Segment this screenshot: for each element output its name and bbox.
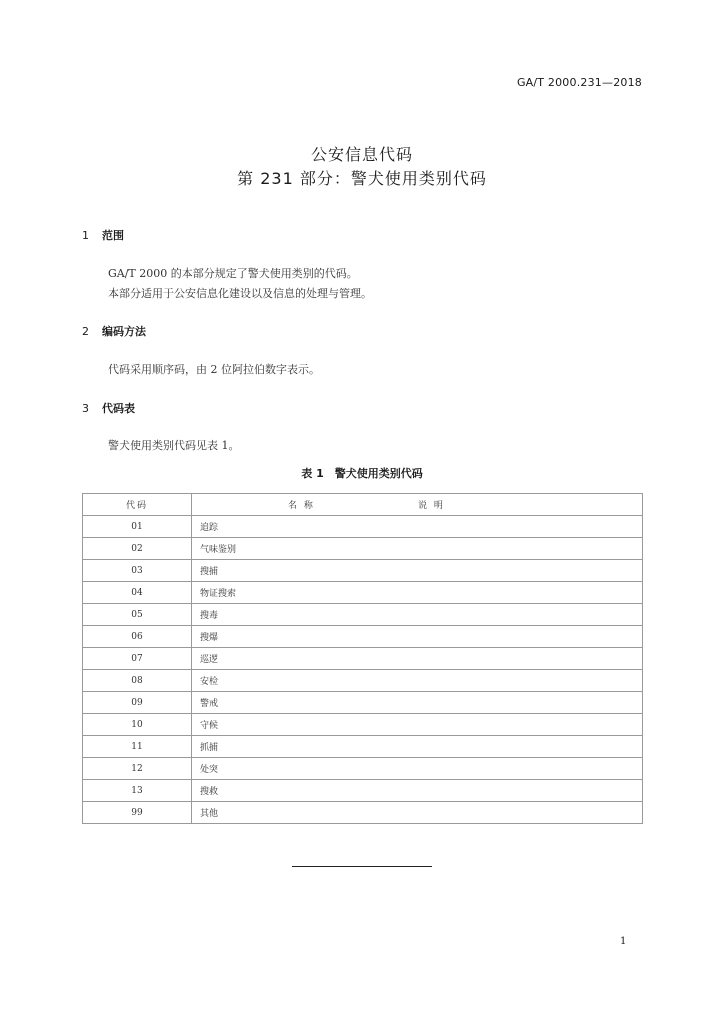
table-row <box>83 648 643 670</box>
paragraph: GA/T 2000 的本部分规定了警犬使用类别的代码。 <box>108 267 358 280</box>
paragraph: 本部分适用于公安信息化建设以及信息的处理与管理。 <box>108 287 372 300</box>
desc-cell <box>360 538 643 560</box>
desc-cell <box>360 714 643 736</box>
document-subtitle: 第 231 部分：警犬使用类别代码 <box>237 169 487 188</box>
code-cell: 07 <box>83 648 192 670</box>
desc-cell <box>360 648 643 670</box>
header-code: 代码 <box>83 494 192 516</box>
document-title: 公安信息代码 <box>310 145 413 164</box>
name-cell: 物证搜索 <box>192 582 361 604</box>
paragraph: 代码采用顺序码，由 2 位阿拉伯数字表示。 <box>108 363 320 376</box>
table-caption: 表 1 警犬使用类别代码 <box>301 467 423 480</box>
desc-cell <box>360 582 643 604</box>
code-cell: 12 <box>83 758 192 780</box>
code-cell: 02 <box>83 538 192 560</box>
table-header-row <box>83 494 643 516</box>
section-number: 1 <box>82 229 89 242</box>
desc-cell <box>360 560 643 582</box>
table-row <box>83 780 643 802</box>
section-heading-scope <box>82 227 124 243</box>
table-row <box>83 670 643 692</box>
code-cell: 99 <box>83 802 192 824</box>
section-heading-coding-method <box>82 323 146 339</box>
name-cell: 搜捕 <box>192 560 361 582</box>
desc-cell <box>360 670 643 692</box>
header-name: 名 称 <box>192 494 361 516</box>
paragraph: 警犬使用类别代码见表 1。 <box>108 439 240 452</box>
table-row <box>83 736 643 758</box>
name-cell: 气味鉴别 <box>192 538 361 560</box>
section-title: 代码表 <box>102 402 135 415</box>
section-number: 3 <box>82 402 89 415</box>
section-number: 2 <box>82 325 89 338</box>
header-desc: 说 明 <box>360 494 643 516</box>
code-cell: 11 <box>83 736 192 758</box>
desc-cell <box>360 626 643 648</box>
code-cell: 13 <box>83 780 192 802</box>
name-cell: 安检 <box>192 670 361 692</box>
table-row <box>83 714 643 736</box>
name-cell: 巡逻 <box>192 648 361 670</box>
table-row <box>83 626 643 648</box>
section-title: 编码方法 <box>102 325 146 338</box>
table-row <box>83 692 643 714</box>
name-cell: 追踪 <box>192 516 361 538</box>
name-cell: 搜救 <box>192 780 361 802</box>
desc-cell <box>360 758 643 780</box>
name-cell: 抓捕 <box>192 736 361 758</box>
desc-cell <box>360 516 643 538</box>
code-table <box>82 493 643 824</box>
desc-cell <box>360 692 643 714</box>
name-cell: 搜爆 <box>192 626 361 648</box>
desc-cell <box>360 736 643 758</box>
table-row <box>83 516 643 538</box>
name-cell: 守候 <box>192 714 361 736</box>
table-row <box>83 802 643 824</box>
page-number: 1 <box>620 936 627 947</box>
code-cell: 05 <box>83 604 192 626</box>
footer-rule <box>292 866 432 867</box>
section-heading-code-table <box>82 400 135 416</box>
name-cell: 其他 <box>192 802 361 824</box>
name-cell: 搜毒 <box>192 604 361 626</box>
table-row <box>83 582 643 604</box>
code-cell: 03 <box>83 560 192 582</box>
name-cell: 处突 <box>192 758 361 780</box>
section-title: 范围 <box>102 229 124 242</box>
desc-cell <box>360 604 643 626</box>
code-cell: 08 <box>83 670 192 692</box>
name-cell: 警戒 <box>192 692 361 714</box>
table-row <box>83 538 643 560</box>
code-cell: 01 <box>83 516 192 538</box>
code-cell: 09 <box>83 692 192 714</box>
code-cell: 10 <box>83 714 192 736</box>
code-cell: 06 <box>83 626 192 648</box>
table-row <box>83 560 643 582</box>
standard-code: GA/T 2000.231—2018 <box>516 76 642 89</box>
table-row <box>83 758 643 780</box>
desc-cell <box>360 780 643 802</box>
table-row <box>83 604 643 626</box>
desc-cell <box>360 802 643 824</box>
code-cell: 04 <box>83 582 192 604</box>
